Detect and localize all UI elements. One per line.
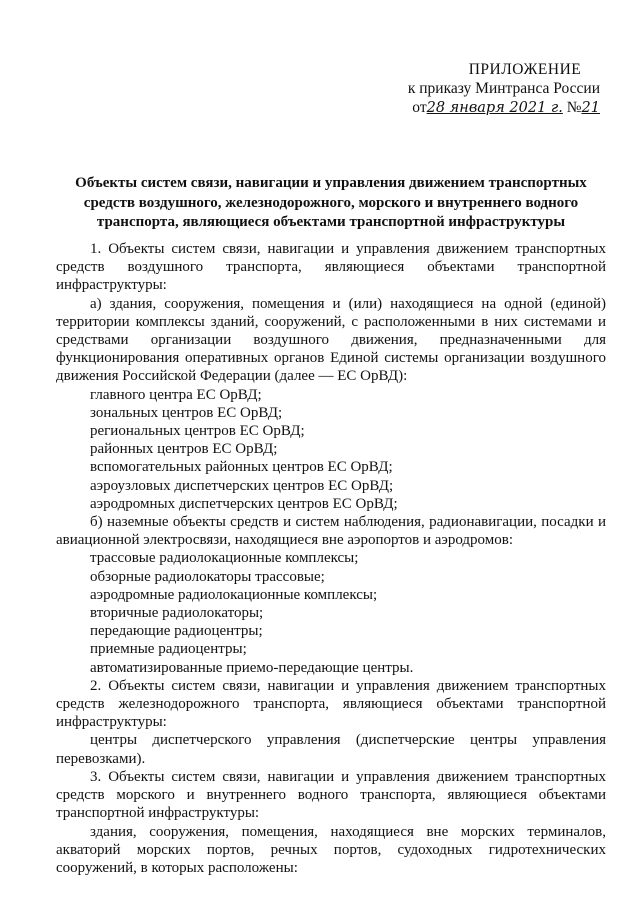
- list-item: вторичные радиолокаторы;: [90, 605, 264, 622]
- list-item: районных центров ЕС ОрВД;: [90, 441, 278, 458]
- paragraph-1b: б) наземные объекты средств и систем наблюдения, радионавигации, посадки и авиационной электросвязи, находящиеся вне аэропортов и аэродромов:: [56, 514, 606, 549]
- list-item: передающие радиоцентры;: [90, 623, 263, 640]
- paragraph-1: 1. Объекты систем связи, навигации и управления движением транспортных средств воздушного транспорта, являющиеся объектами транспортной инфраструктуры:: [56, 241, 606, 294]
- list-item: автоматизированные приемо-передающие центры.: [90, 659, 414, 676]
- handwritten-date: 28 января 2021 г.: [426, 100, 563, 116]
- list-item: аэродромных диспетчерских центров ЕС ОрВД;: [90, 495, 398, 512]
- paragraph-2: 2. Объекты систем связи, навигации и управления движением транспортных средств железнодорожного транспорта, являющиеся объектами транспортной инфраструктуры:: [56, 677, 606, 731]
- list-item: обзорные радиолокаторы трассовые;: [90, 568, 325, 585]
- appendix-header: [408, 60, 600, 118]
- handwritten-number: 21: [581, 100, 600, 116]
- order-reference: к приказу Минтранса России: [407, 80, 600, 97]
- document-title: Объекты систем связи, навигации и управления движением транспортных средств воздушного, железнодорожного, морского и внутреннего водного транспорта, являющиеся объектами транспортной инфраструктуры: [75, 175, 587, 230]
- from-prefix: от: [412, 99, 427, 116]
- list-item: главного центра ЕС ОрВД;: [90, 386, 262, 403]
- list-item: вспомогательных районных центров ЕС ОрВД;: [90, 459, 393, 476]
- document-body: [56, 240, 606, 877]
- list-item: региональных центров ЕС ОрВД;: [90, 423, 305, 440]
- list-item: аэродромные радиолокационные комплексы;: [90, 586, 378, 603]
- paragraph-1a: а) здания, сооружения, помещения и (или) находящиеся на одной (единой) территории комплексы зданий, сооружений, с расположенными в них системами и средствами организации воздушного движения, предназначенными для функционирования оперативных органов Единой системы организации воздушного движения Российской Федерации (далее — ЕС ОрВД):: [56, 295, 606, 385]
- appendix-title: ПРИЛОЖЕНИЕ: [468, 61, 582, 78]
- paragraph-3: 3. Объекты систем связи, навигации и управления движением транспортных средств морского и внутреннего водного транспорта, являющиеся объектами транспортной инфраструктуры:: [56, 768, 606, 822]
- number-prefix: №: [566, 99, 582, 116]
- list-item: трассовые радиолокационные комплексы;: [90, 550, 359, 567]
- paragraph-3a: здания, сооружения, помещения, находящиеся вне морских терминалов, акваторий морских портов, речных портов, судоходных гидротехнических сооружений, в которых расположены:: [56, 823, 606, 876]
- order-date-line: [408, 98, 600, 118]
- paragraph-2a: центры диспетчерского управления (диспетчерские центры управления перевозками).: [56, 732, 606, 767]
- list-item: приемные радиоцентры;: [90, 641, 247, 658]
- list-item: аэроузловых диспетчерских центров ЕС ОрВД;: [90, 477, 394, 494]
- list-item: зональных центров ЕС ОрВД;: [90, 404, 283, 421]
